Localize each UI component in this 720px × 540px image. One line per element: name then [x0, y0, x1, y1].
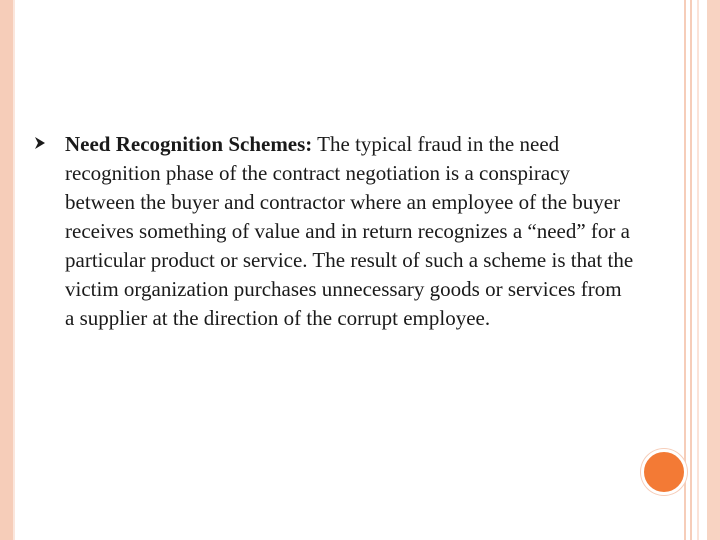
bullet-item — [34, 130, 634, 333]
bullet-body: The typical fraud in the need recognition phase of the contract negotiation is a conspiracy between the buyer and contractor where an employee of the buyer receives something of value and in return recognizes a “need” for a particular product or service. The result of such a scheme is that the victim organization purchases unnecessary goods or services from a supplier at the direction of the corrupt employee. — [65, 132, 634, 330]
left-frame-bar — [0, 0, 13, 540]
right-frame-line — [690, 0, 692, 540]
arrowhead-bullet-icon — [34, 136, 46, 150]
right-frame-line — [684, 0, 686, 540]
left-frame-inner-line — [13, 0, 15, 540]
right-frame-line — [697, 0, 699, 540]
bullet-heading: Need Recognition Schemes: — [65, 132, 313, 156]
slide-content — [34, 130, 634, 333]
right-frame-bar — [707, 0, 720, 540]
decorative-orange-circle — [641, 449, 687, 495]
bullet-paragraph — [65, 130, 634, 333]
